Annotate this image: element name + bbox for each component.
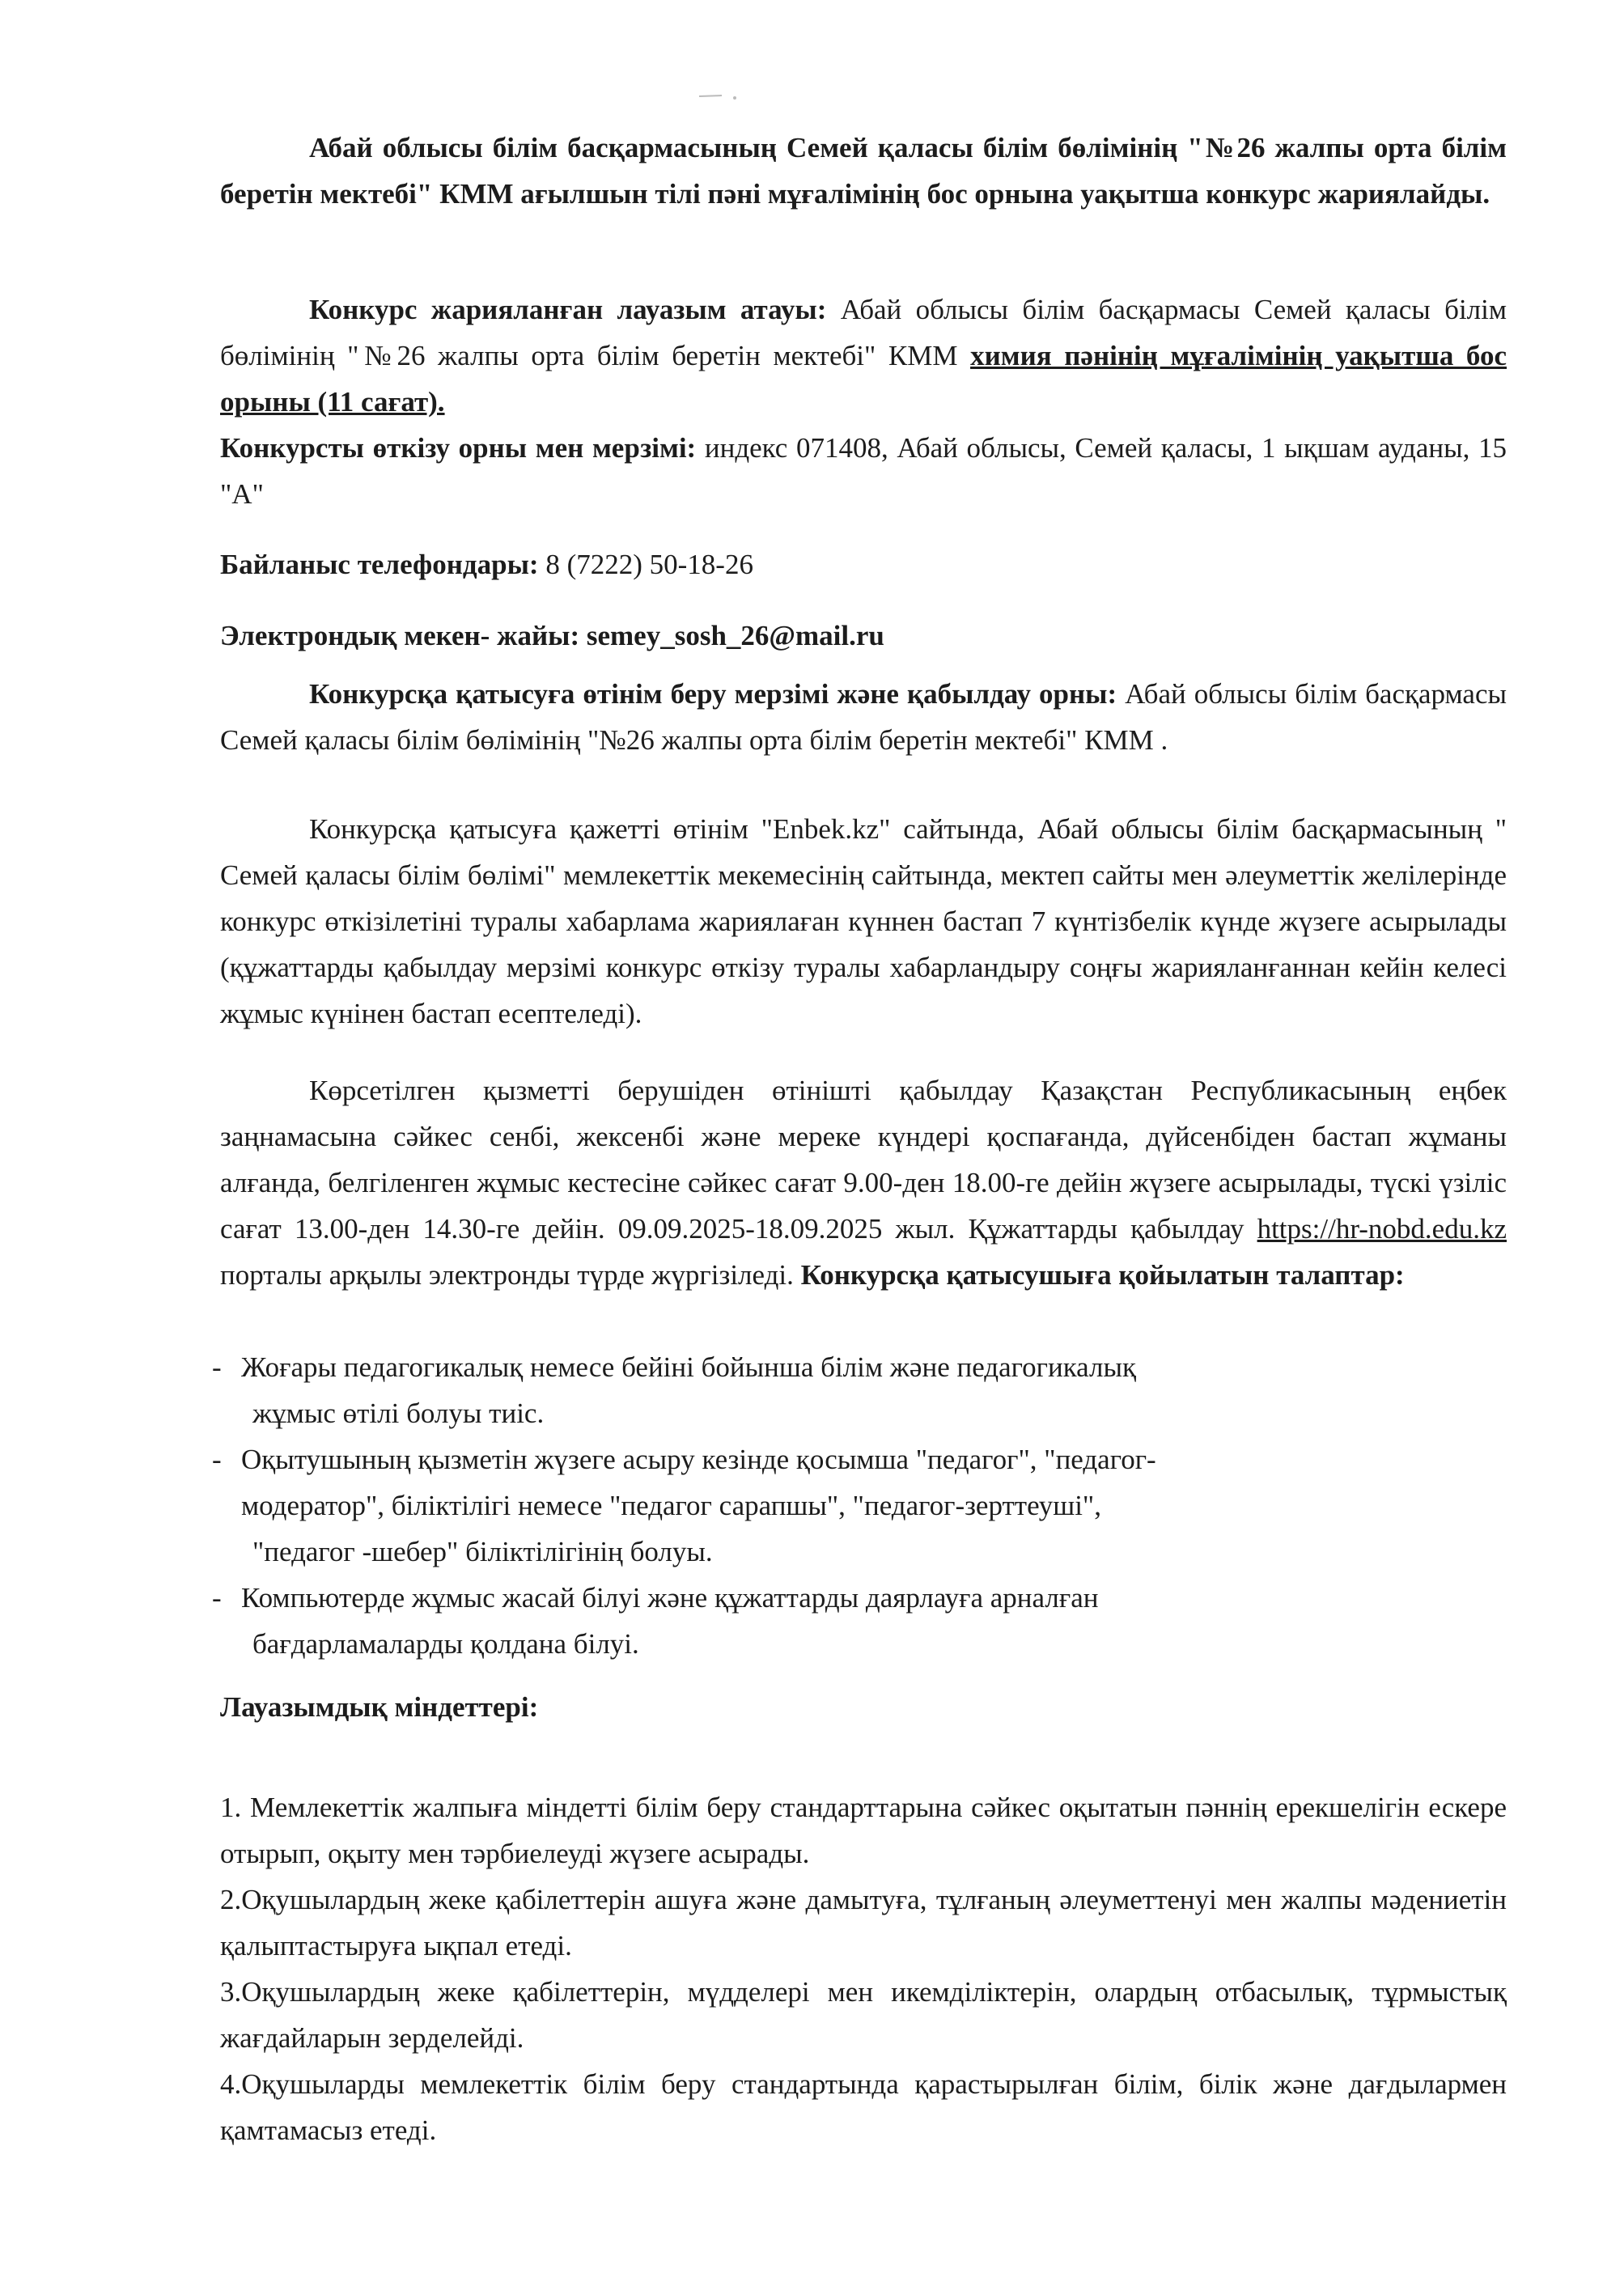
schedule-after-link: порталы арқылы электронды түрде жүргізіледі. — [220, 1259, 801, 1291]
announcement-title-text: Абай облысы білім басқармасының Семей қаласы білім бөлімінің "№26 жалпы орта білім беретін мектебі" КММ ағылшын тілі пәні мұғалімінің бос орнына уақытша конкурс жариялайды. — [220, 132, 1507, 210]
duty-item — [220, 1969, 1507, 2061]
venue-paragraph — [220, 425, 1507, 517]
venue-text: индекс 071408, Абай облысы, Семей қаласы, 1 ықшам ауданы, 15 "А" — [220, 432, 1507, 510]
list-dash: - — [212, 1351, 222, 1383]
duty-item — [220, 2061, 1507, 2153]
requirement-line: бағдарламаларды қолдана білуі. — [252, 1628, 639, 1660]
position-text: Абай облысы білім басқармасы Семей қаласы білім бөлімінің "№26 жалпы орта білім беретін мектебі" КММ — [220, 294, 1507, 371]
requirement-line: Оқытушының қызметін жүзеге асыру кезінде қосымша "педагог", "педагог- — [241, 1444, 1156, 1475]
duties-heading-text: Лауазымдық міндеттері: — [220, 1691, 539, 1723]
requirement-item — [212, 1575, 1361, 1667]
requirement-line: жұмыс өтілі болуы тиіс. — [252, 1397, 545, 1429]
schedule-text: Көрсетілген қызметті берушіден өтінішті қабылдау Қазақстан Республикасының еңбек заңнамасына сәйкес сенбі, жексенбі және мереке күндері қоспағанда, дүйсенбіден бастап жұманы алғанда, белгіленген жұмыс кестесіне сәйкес сағат 9.00-ден 18.00-ге дейін жүзеге асырылады, түскі үзіліс сағат 13.00-ден 14.30-ге дейін. 09.09.2025-18.09.2025 жыл. Құжаттарды қабылдау — [220, 1075, 1507, 1245]
phone-text: 8 (7222) 50-18-26 — [538, 549, 753, 580]
email-text: semey_sosh_26@mail.ru — [579, 620, 884, 651]
duty-text: 3.Оқушылардың жеке қабілеттерін, мүдделері мен икемділіктерін, олардың отбасылық, тұрмыстық жағдайларын зерделейді. — [220, 1976, 1507, 2054]
requirement-line: Жоғары педагогикалық немесе бейіні бойынша білім және педагогикалық — [241, 1351, 1137, 1383]
requirement-line: "педагог -шебер" біліктілігінің болуы. — [252, 1536, 713, 1567]
requirement-line: Компьютерде жұмыс жасай білуі және құжаттарды даярлауға арналған — [241, 1582, 1099, 1614]
phone-paragraph — [220, 541, 1507, 587]
duty-text: 2.Оқушылардың жеке қабілеттерін ашуға және дамытуға, тұлғаның әлеуметтенуі мен жалпы мәдениетін қалыптастыруға ықпал етеді. — [220, 1884, 1507, 1962]
enbek-text: Конкурсқа қатысуға қажетті өтінім "Enbek.kz" сайтында, Абай облысы білім басқармасының " Семей қаласы білім бөлімі" мемлекеттік мекемесінің сайтында, мектеп сайты мен әлеуметтік желілерінде конкурс өткізілетіні туралы хабарлама жариялаған күннен бастап 7 күнтізбелік күнде жүзеге асырылады (құжаттарды қабылдау мерзімі конкурс өткізу туралы хабарландыру соңғы жарияланғаннан кейін келесі жұмыс күнінен бастап есептеледі). — [220, 813, 1507, 1029]
duty-item — [220, 1784, 1507, 1877]
requirements-list — [212, 1344, 1361, 1667]
list-dash: - — [212, 1582, 222, 1614]
schedule-paragraph — [220, 1067, 1507, 1298]
list-dash: - — [212, 1444, 222, 1475]
requirement-item — [212, 1344, 1361, 1436]
position-paragraph — [220, 286, 1507, 425]
scan-artifact — [698, 91, 746, 102]
requirements-label: Конкурсқа қатысушыға қойылатын талаптар: — [800, 1259, 1405, 1291]
phone-label: Байланыс телефондары: — [220, 549, 539, 580]
enbek-paragraph — [220, 806, 1507, 1037]
email-label: Электрондық мекен- жайы: — [220, 620, 580, 651]
hr-nobd-link[interactable]: https://hr-nobd.edu.kz — [1257, 1213, 1507, 1245]
requirement-line: модератор", біліктілігі немесе "педагог сарапшы", "педагог-зерттеуші", — [241, 1490, 1101, 1521]
venue-label: Конкурсты өткізу орны мен мерзімі: — [220, 432, 697, 464]
application-text: Абай облысы білім басқармасы Семей қаласы білім бөлімінің "№26 жалпы орта білім беретін мектебі" КММ . — [220, 678, 1507, 756]
email-paragraph — [220, 613, 1507, 659]
application-label: Конкурсқа қатысуға өтінім беру мерзімі және қабылдау орны: — [309, 678, 1117, 710]
duty-text: 4.Оқушыларды мемлекеттік білім беру стандартында қарастырылған білім, білік және дағдылармен қамтамасыз етеді. — [220, 2068, 1507, 2146]
position-underlined: химия пәнінің мұғалімінің уақытша бос орыны (11 сағат). — [220, 340, 1507, 418]
application-paragraph — [220, 671, 1507, 763]
duty-text: 1. Мемлекеттік жалпыға міндетті білім беру стандарттарына сәйкес оқытатын пәннің ерекшелігін ескере отырып, оқыту мен тәрбиелеуді жүзеге асырады. — [220, 1792, 1507, 1869]
duty-item — [220, 1877, 1507, 1969]
announcement-title — [220, 125, 1507, 217]
position-label: Конкурс жарияланған лауазым атауы: — [309, 294, 827, 325]
requirement-item — [212, 1436, 1361, 1575]
duties-heading — [220, 1684, 1507, 1730]
